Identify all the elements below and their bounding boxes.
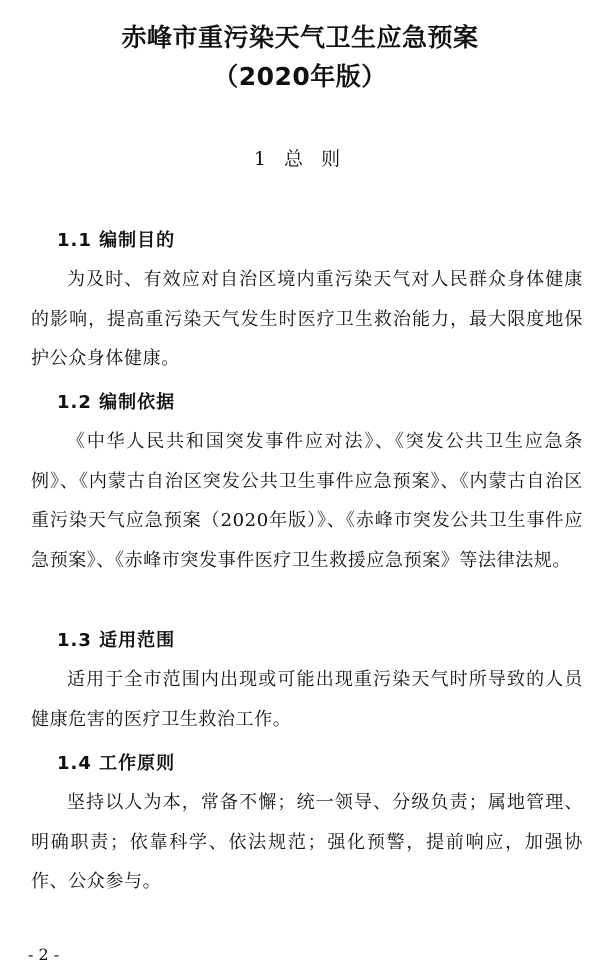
section-paragraph-scope: 适用于全市范围内出现或可能出现重污染天气时所导致的人员健康危害的医疗卫生救治工作。 [31, 669, 583, 730]
document-title: 赤峰市重污染天气卫生应急预案 [121, 23, 479, 52]
section-paragraph-principles: 坚持以人为本，常备不懈；统一领导、分级负责；属地管理、明确职责；依靠科学、依法规范；强化预警，提前响应，加强协作、公众参与。 [31, 792, 583, 892]
section-heading-basis: 1.2 编制依据 [57, 392, 176, 413]
chapter-heading: 1 总 则 [253, 148, 347, 170]
page-number: - 2 - [28, 945, 60, 964]
section-heading-scope: 1.3 适用范围 [57, 630, 176, 651]
section-heading-purpose: 1.1 编制目的 [57, 230, 176, 251]
section-paragraph-basis: 《中华人民共和国突发事件应对法》、《突发公共卫生应急条例》、《内蒙古自治区突发公共卫生事件应急预案》、《内蒙古自治区重污染天气应急预案（2020年版）》、《赤峰市突发公共卫生事件应急预案》、《赤峰市突发事件医疗卫生救援应急预案》等法律法规。 [31, 431, 583, 571]
document-title-edition: （2020年版） [213, 62, 387, 91]
section-heading-principles: 1.4 工作原则 [57, 753, 176, 774]
section-paragraph-purpose: 为及时、有效应对自治区境内重污染天气对人民群众身体健康的影响，提高重污染天气发生时医疗卫生救治能力，最大限度地保护公众身体健康。 [31, 269, 583, 369]
